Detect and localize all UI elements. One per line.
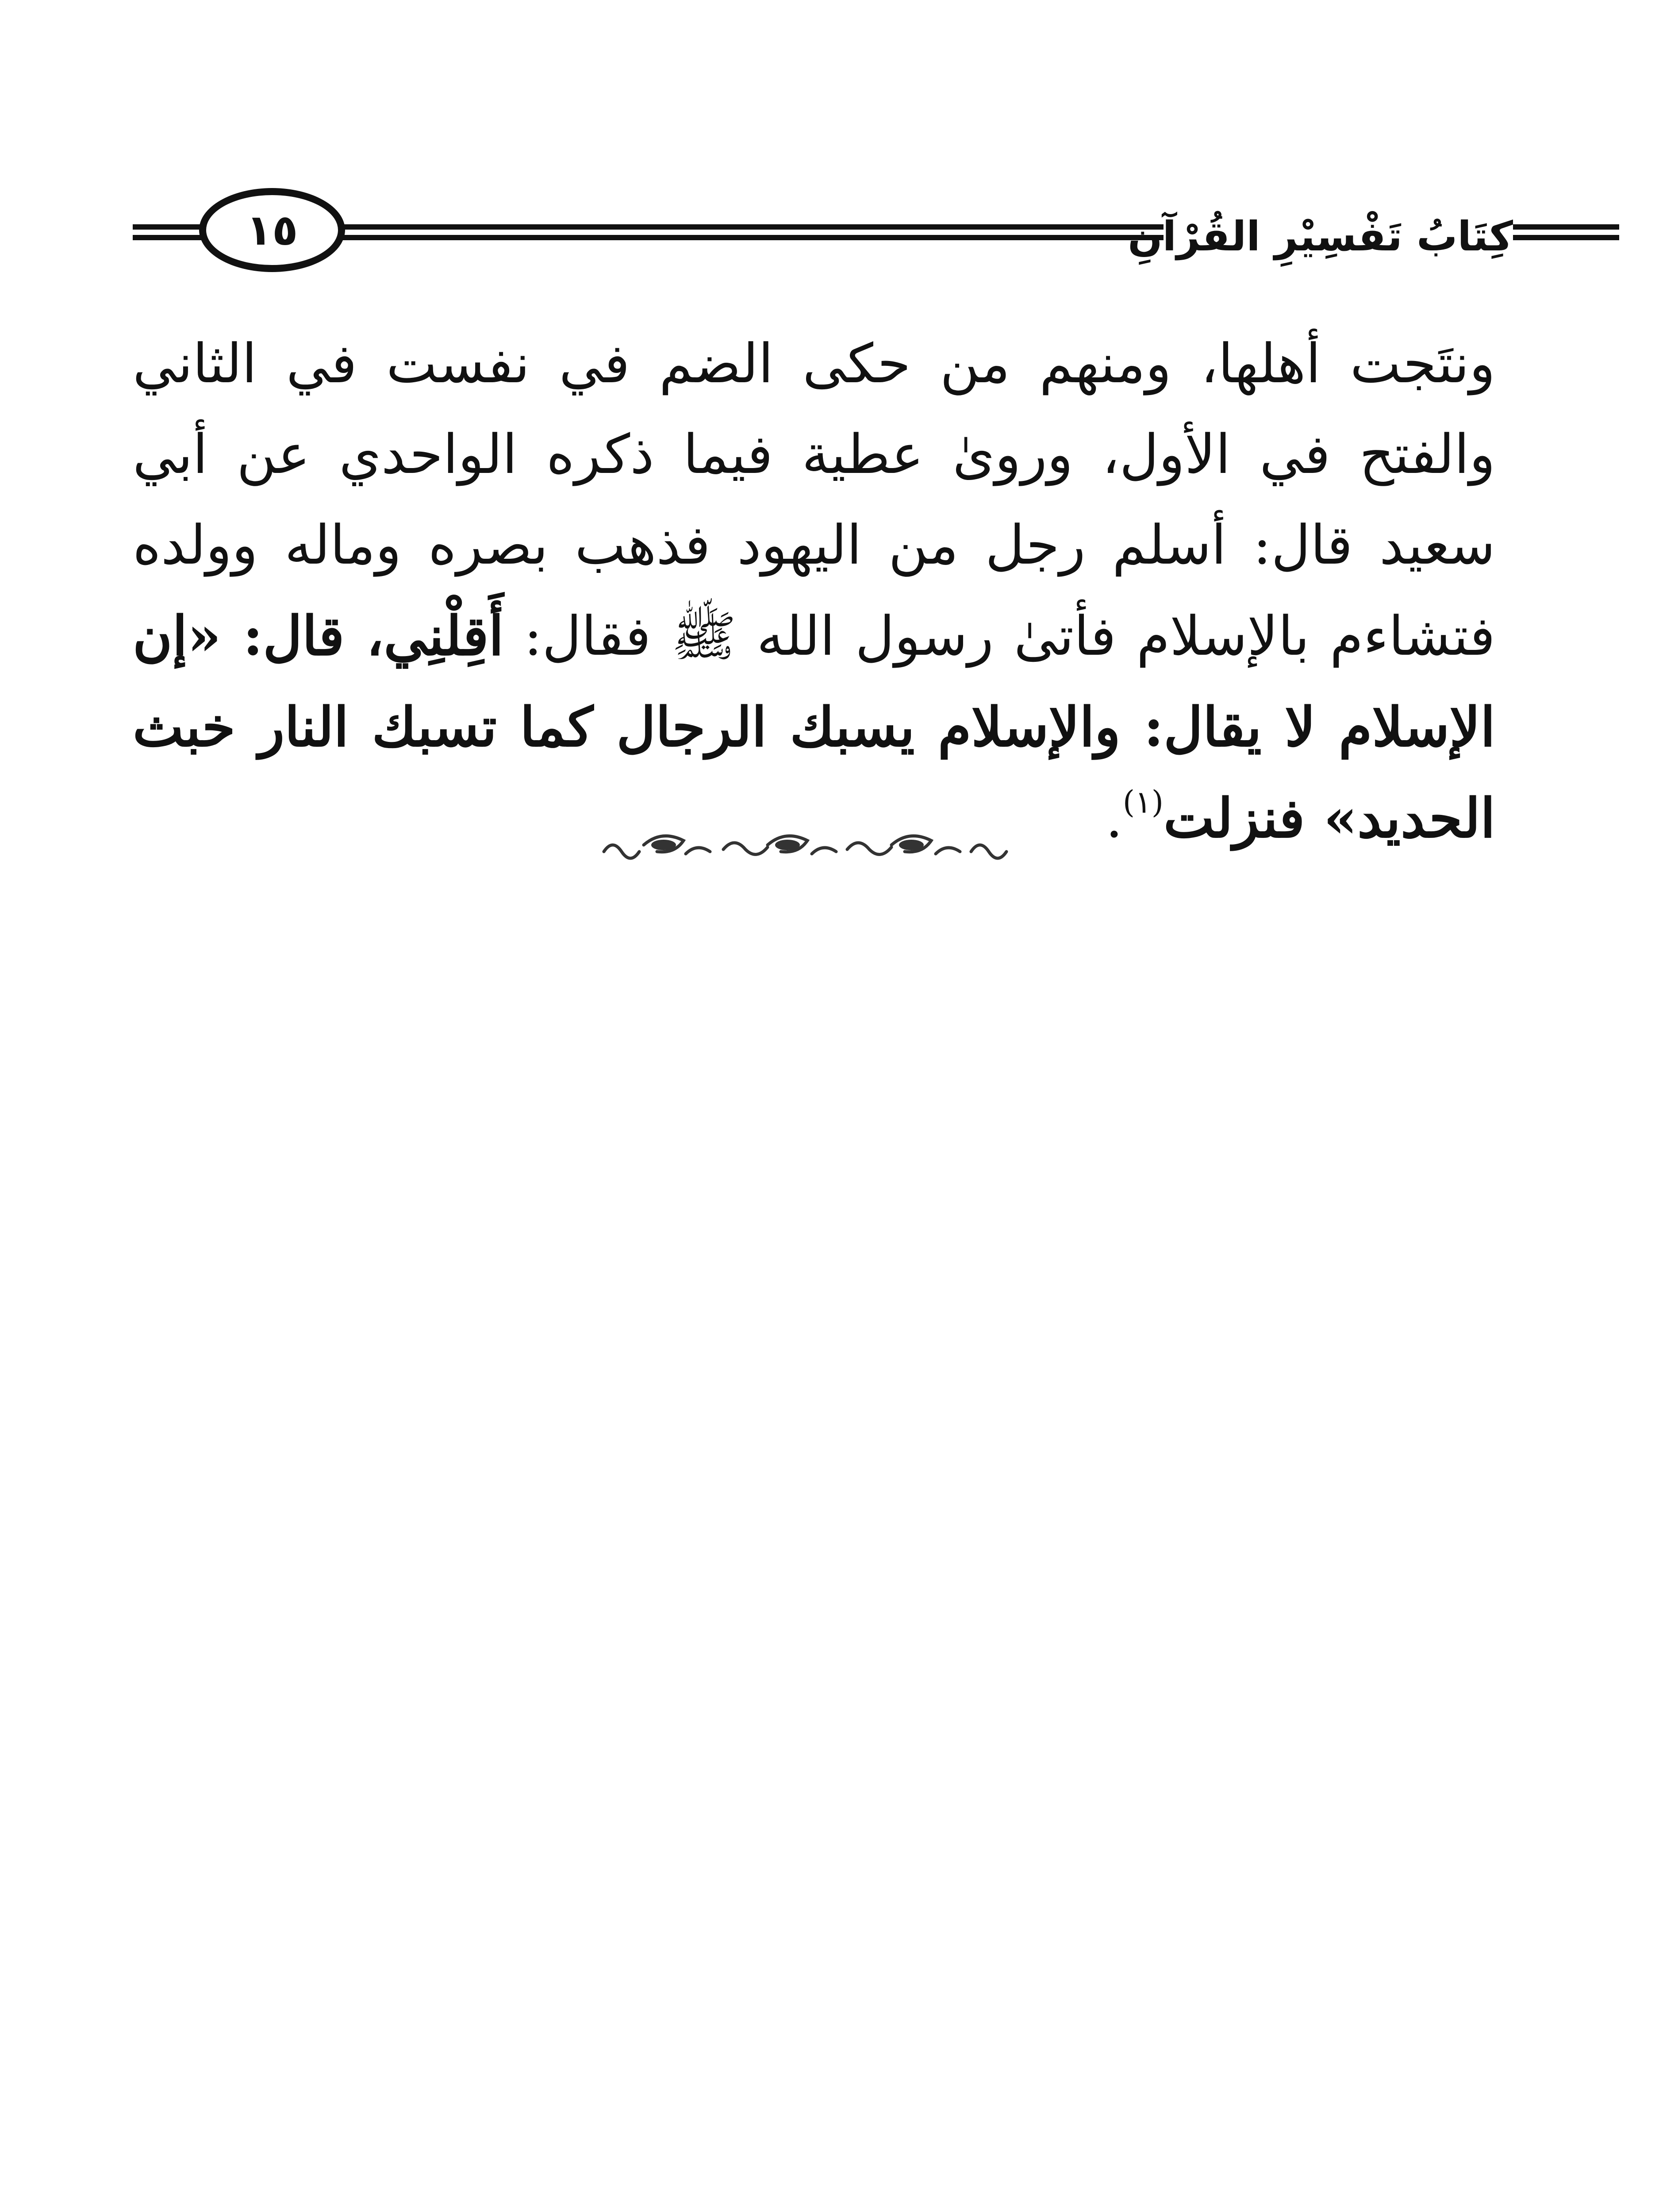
header-rule-middle [341, 224, 1164, 240]
body-text-tail: فنزلت [1164, 786, 1324, 850]
header-rule-right [1513, 224, 1619, 240]
body-text-end: . [1105, 787, 1123, 850]
body-paragraph [133, 319, 1495, 864]
body-text-bold: أَقِلْنِي، قال: «إن الإسلام لا يقال: والإسلام يسبك الرجال كما تسبك النار خبث الحديد» [133, 604, 1495, 850]
body-text-regular: ونتَجت أهلها، ومنهم من حكى الضم في نفست في الثاني والفتح في الأول، وروىٰ عطية فيما ذكره الواحدي عن أبي سعيد قال: أسلم رجل من اليهود فذهب بصره وماله وولده فتشاءم بالإسلام فأتىٰ رسول الله ﷺ فقال: [133, 332, 1496, 668]
section-ornament-icon [591, 827, 1033, 867]
header-rule-left [133, 224, 208, 240]
running-title: كِتَابُ تَفْسِيْرِ القُرْآنِ [1128, 213, 1513, 260]
footnote-reference: (١) [1122, 784, 1164, 820]
page-number-badge: ١٥ [199, 188, 345, 272]
page-header [133, 184, 1513, 290]
